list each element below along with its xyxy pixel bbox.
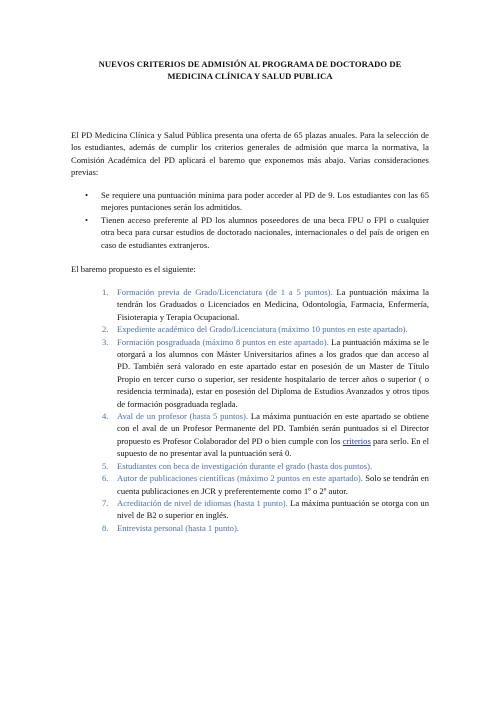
criterion-number: 6. (102, 473, 109, 484)
criterion-item (71, 286, 429, 323)
criterion-heading: Aval de un profesor (hasta 5 puntos). (117, 411, 249, 422)
consideration-item (71, 189, 429, 214)
criterion-heading: Formación previa de Grado/Licenciatura (de 1 a 5 puntos). (117, 287, 333, 297)
criterion-item (71, 522, 429, 534)
criterion-number: 7. (102, 497, 109, 508)
criterion-heading: Expediente académico del Grado/Licenciatura (máximo 10 puntos en este apartado). (117, 324, 408, 335)
criterion-text: La máxima puntuación se otorga con un nivel de B2 o superior en inglés. (117, 497, 429, 521)
criterion-text: La máxima puntuación en este apartado se obtiene con el aval de un Profesor Permanente del PD. También serán puntuados si el Director propuesto es Profesor Colaborador del PD o bien cumple con los (117, 411, 429, 446)
title-line-2: MEDICINA CLÍNICA Y SALUD PUBLICA (167, 71, 333, 81)
criterion-number: 5. (102, 460, 109, 471)
criterion-item (71, 497, 429, 522)
bullet-icon: • (85, 214, 89, 225)
consideration-text: Tienen acceso preferente al PD los alumnos poseedores de una beca FPU o FPI o cualquier otra beca para cursar estudios de doctorado nacionales, internacionales o del país de origen en caso de estudiantes extranjeros. (101, 214, 429, 250)
criterion-text: Solo se tendrán en cuenta publicaciones en JCR y preferentemente como 1º o 2º autor. (117, 473, 429, 496)
criterion-item (71, 410, 429, 460)
criterios-link[interactable]: criterios (342, 435, 371, 446)
criteria-list (71, 286, 429, 534)
criterion-item (71, 323, 429, 335)
criterion-text: La puntuación máxima se le otorgará a los alumnos con Máster Universitarios afines a los grados que dan acceso al PD. También será valorado en este apartado estar en posesión de un Master de Título Propio en tercer curso o superior, ser residente hospitalario de tercer años o superior ( o residencia terminada), estar en posesión del Diploma de Estudios Avanzados y otros tipos de formación posgraduada reglada. (117, 336, 429, 409)
criterion-heading: Autor de publicaciones científicas (máximo 2 puntos en este apartado). (117, 473, 363, 484)
criterion-heading: Formación posgraduada (máximo 8 puntos en este apartado). (117, 336, 329, 347)
title-line-1: NUEVOS CRITERIOS DE ADMISIÓN AL PROGRAMA DE DOCTORADO DE (98, 59, 402, 69)
criterion-item (71, 460, 429, 472)
criterion-text-after: para serlo. En el supuesto de no presentar aval la puntuación será 0. (117, 435, 429, 459)
criterion-text: La puntuación máxima la tendrán los Graduados o Licenciados en Medicina, Odontología, Farmacia, Enfermería, Fisioterapia y Terapia Ocupacional. (117, 287, 429, 322)
consideration-item (71, 214, 429, 251)
considerations-list (71, 189, 429, 251)
criterion-number: 4. (102, 411, 109, 422)
baremo-intro: El baremo propuesto es el siguiente: (71, 264, 196, 274)
criterion-heading: Acreditación de nivel de idiomas (hasta 1 punto). (117, 497, 288, 508)
criterion-item (71, 472, 429, 497)
criterion-item (71, 336, 429, 410)
bullet-icon: • (85, 190, 89, 200)
criterion-heading: Entrevista personal (hasta 1 punto). (117, 522, 239, 533)
document-title (60, 58, 440, 82)
criterion-number: 1. (102, 287, 109, 297)
consideration-text: Se requiere una puntuación mínima para poder acceder al PD de 9. Los estudiantes con las 65 mejores puntaciones serán los admitidos. (101, 190, 429, 213)
criterion-number: 3. (102, 336, 109, 347)
intro-paragraph: El PD Medicina Clínica y Salud Pública presenta una oferta de 65 plazas anuales. Para la selección de los estudiantes, además de cumplir los criterios generales de admisión que marca la normativa, la Comisión Académica del PD aplicará el baremo que exponemos más abajo. Varias consideraciones previas: (71, 130, 429, 178)
criterion-number: 2. (102, 324, 109, 335)
criterion-number: 8. (102, 522, 109, 533)
criterion-heading: Estudiantes con beca de investigación durante el grado (hasta dos puntos). (117, 460, 373, 471)
